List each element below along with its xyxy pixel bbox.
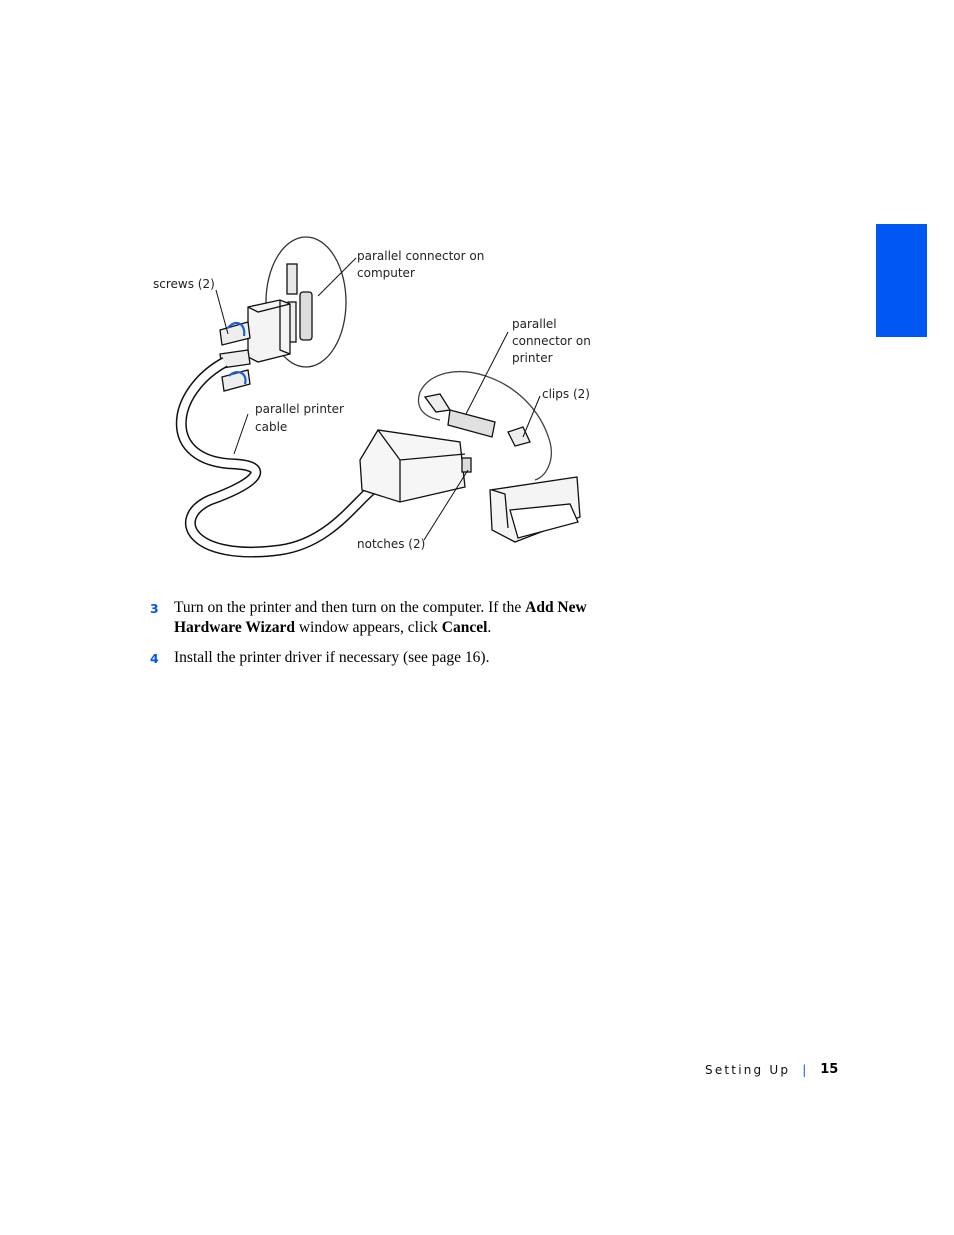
callout-computer-connector-line2: computer	[357, 266, 415, 280]
callout-screws: screws (2)	[153, 277, 215, 291]
section-tab-marker	[876, 224, 927, 337]
footer-separator: |	[802, 1062, 807, 1077]
step-text: Turn on the printer and then turn on the computer. If the	[174, 599, 526, 616]
printer-connection-illustration	[140, 232, 610, 572]
callout-cable-line2: cable	[255, 420, 288, 434]
step-number: 4	[150, 651, 159, 666]
step-4	[150, 648, 630, 668]
step-3	[150, 598, 630, 638]
section-title: Setting Up	[705, 1062, 791, 1077]
wizard-name: Add New Hardware Wizard	[174, 599, 587, 636]
page-number: 15	[820, 1062, 839, 1077]
step-text: window appears, click	[294, 619, 442, 636]
callout-printer-connector-line2: connector on	[512, 334, 591, 348]
step-number: 3	[150, 601, 159, 616]
step-text: Install the printer driver if necessary (see page 16).	[174, 649, 490, 666]
page-footer	[705, 1062, 838, 1077]
procedure-steps	[150, 598, 630, 678]
callout-printer-connector-line1: parallel	[512, 317, 557, 331]
step-text: .	[487, 619, 492, 636]
callout-printer-connector-line3: printer	[512, 351, 553, 365]
callout-clips: clips (2)	[542, 387, 590, 401]
callout-cable-line1: parallel printer	[255, 402, 344, 416]
callout-notches: notches (2)	[357, 537, 426, 551]
illustration-svg	[140, 232, 610, 572]
callout-computer-connector-line1: parallel connector on	[357, 249, 485, 263]
cancel-label: Cancel	[441, 619, 488, 636]
